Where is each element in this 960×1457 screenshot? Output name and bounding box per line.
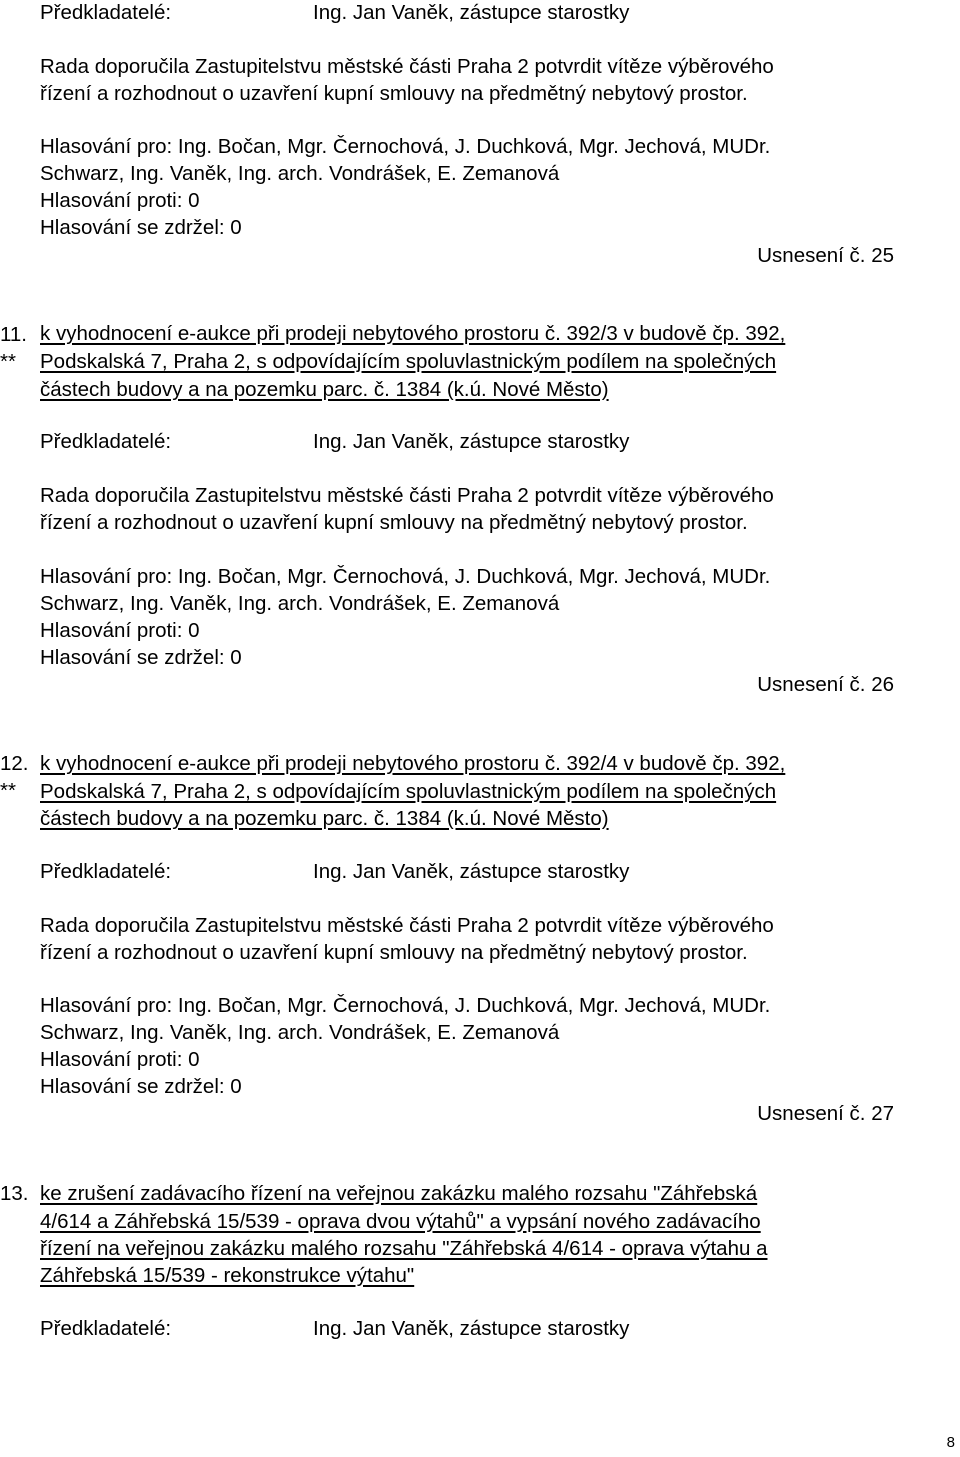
proposer-name: Ing. Jan Vaněk, zástupce starostky [313,430,630,453]
item-title-line[interactable]: Podskalská 7, Praha 2, s odpovídajícím spoluvlastnickým podílem na společných [40,780,777,803]
votes-abstained: Hlasování se zdržel: 0 [40,216,242,239]
resolution-number: Usnesení č. 27 [757,1102,894,1125]
proposer-name: Ing. Jan Vaněk, zástupce starostky [313,860,630,883]
recommendation-line-1: Rada doporučila Zastupitelstvu městské části Praha 2 potvrdit vítěze výběrového [40,484,774,507]
item-number: 11. [0,323,27,346]
proposer-label: Předkladatelé: [40,860,172,883]
recommendation-line-2: řízení a rozhodnout o uzavření kupní smlouvy na předmětný nebytový prostor. [40,511,748,534]
votes-for-line-2: Schwarz, Ing. Vaněk, Ing. arch. Vondrášek, E. Zemanová [40,592,560,615]
item-title-line[interactable]: k vyhodnocení e-aukce při prodeji nebytového prostoru č. 392/3 v budově čp. 392, [40,322,786,345]
resolution-number: Usnesení č. 25 [757,244,894,267]
proposer-label: Předkladatelé: [40,1317,172,1340]
item-title-line[interactable]: ke zrušení zadávacího řízení na veřejnou zakázku malého rozsahu "Záhřebská [40,1182,758,1205]
item-number: 13. [0,1182,29,1205]
votes-abstained: Hlasování se zdržel: 0 [40,1075,242,1098]
votes-for-line-2: Schwarz, Ing. Vaněk, Ing. arch. Vondrášek, E. Zemanová [40,1021,560,1044]
item-title-line[interactable]: Podskalská 7, Praha 2, s odpovídajícím spoluvlastnickým podílem na společných [40,350,777,373]
item-number: 12. [0,752,29,775]
item-stars: ** [0,350,16,373]
votes-for-line-1: Hlasování pro: Ing. Bočan, Mgr. Černochová, J. Duchková, Mgr. Jechová, MUDr. [40,565,771,588]
proposer-label: Předkladatelé: [40,430,172,453]
votes-abstained: Hlasování se zdržel: 0 [40,646,242,669]
resolution-number: Usnesení č. 26 [757,673,894,696]
votes-for-line-1: Hlasování pro: Ing. Bočan, Mgr. Černochová, J. Duchková, Mgr. Jechová, MUDr. [40,994,771,1017]
proposer-name: Ing. Jan Vaněk, zástupce starostky [313,1,630,24]
recommendation-line-2: řízení a rozhodnout o uzavření kupní smlouvy na předmětný nebytový prostor. [40,82,748,105]
votes-for-line-1: Hlasování pro: Ing. Bočan, Mgr. Černochová, J. Duchková, Mgr. Jechová, MUDr. [40,135,771,158]
votes-against: Hlasování proti: 0 [40,189,200,212]
item-title-line[interactable]: řízení na veřejnou zakázku malého rozsahu "Záhřebská 4/614 - oprava výtahu a [40,1237,768,1260]
item-title-line[interactable]: Záhřebská 15/539 - rekonstrukce výtahu" [40,1264,415,1287]
item-title-line[interactable]: částech budovy a na pozemku parc. č. 1384 (k.ú. Nové Město) [40,807,609,830]
recommendation-line-1: Rada doporučila Zastupitelstvu městské části Praha 2 potvrdit vítěze výběrového [40,914,774,937]
item-title-line[interactable]: částech budovy a na pozemku parc. č. 1384 (k.ú. Nové Město) [40,378,609,401]
proposer-name: Ing. Jan Vaněk, zástupce starostky [313,1317,630,1340]
recommendation-line-1: Rada doporučila Zastupitelstvu městské části Praha 2 potvrdit vítěze výběrového [40,55,774,78]
proposer-label: Předkladatelé: [40,1,172,24]
item-title-line[interactable]: 4/614 a Záhřebská 15/539 - oprava dvou výtahů" a vypsání nového zadávacího [40,1210,761,1233]
votes-for-line-2: Schwarz, Ing. Vaněk, Ing. arch. Vondrášek, E. Zemanová [40,162,560,185]
item-stars: ** [0,779,16,802]
votes-against: Hlasování proti: 0 [40,619,200,642]
item-title-line[interactable]: k vyhodnocení e-aukce při prodeji nebytového prostoru č. 392/4 v budově čp. 392, [40,752,786,775]
votes-against: Hlasování proti: 0 [40,1048,200,1071]
recommendation-line-2: řízení a rozhodnout o uzavření kupní smlouvy na předmětný nebytový prostor. [40,941,748,964]
page-number: 8 [946,1434,955,1451]
